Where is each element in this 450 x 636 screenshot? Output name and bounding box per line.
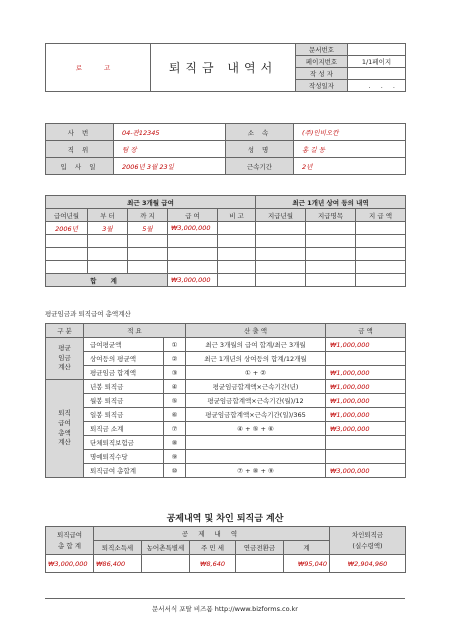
calc-row-label: 월봉 퇴직금 — [84, 394, 164, 408]
label-department: 소 속 — [226, 124, 294, 141]
label-position: 직 위 — [46, 141, 114, 158]
pay-col-pay-item: 지급명목 — [306, 209, 356, 222]
meta-value-author — [348, 68, 406, 80]
table-row — [46, 222, 406, 235]
deduct-value-resident-tax: ₩8,640 — [190, 555, 236, 573]
calc-row-formula — [186, 436, 326, 450]
table-row — [46, 235, 406, 248]
employee-info-table — [45, 123, 406, 175]
pay-col-salary: 급 여 — [168, 209, 218, 222]
meta-label-date: 작성일자 — [296, 80, 348, 92]
calc-table — [45, 323, 406, 478]
meta-value-date: . . . — [348, 80, 406, 92]
meta-value-page: 1/1페이지 — [348, 56, 406, 68]
pay-col-from: 부 터 — [88, 209, 128, 222]
pay-cell-empty — [168, 235, 218, 248]
pay-cell-empty — [218, 222, 256, 235]
calc-col-amount: 금 액 — [326, 324, 406, 338]
calc-row-amount: ₩1,000,000 — [326, 338, 406, 352]
pay-cell-from: 3월 — [88, 222, 128, 235]
pay-cell-salary: ₩3,000,000 — [168, 222, 218, 235]
calc-row-label: 퇴직급여 총합계 — [84, 464, 164, 478]
meta-label-page: 페이지번호 — [296, 56, 348, 68]
calc-row-amount: ₩1,000,000 — [326, 408, 406, 422]
calc-row-label: 상여등의 평균액 — [84, 352, 164, 366]
calc-row-num: ⑧ — [164, 436, 186, 450]
calc-row-num: ① — [164, 338, 186, 352]
table-row — [46, 394, 406, 408]
value-department: (주)인비오칸 — [294, 124, 406, 141]
table-row — [46, 366, 406, 380]
pay-cell-empty — [256, 222, 306, 235]
pay-cell-empty — [256, 261, 306, 274]
header-table — [45, 43, 406, 92]
table-row — [46, 450, 406, 464]
table-row — [46, 436, 406, 450]
pay-history-table — [45, 195, 406, 287]
deduct-col-total: 퇴직급여 총 합 계 — [46, 527, 94, 555]
table-row — [46, 408, 406, 422]
calc-row-amount: ₩1,000,000 — [326, 380, 406, 394]
pay-total-label: 합 계 — [46, 274, 168, 287]
pay-head-bonus: 최근 1개년 상여 등의 내역 — [256, 196, 406, 209]
pay-cell-empty — [356, 261, 406, 274]
pay-cell-empty — [256, 248, 306, 261]
deduct-value-net: ₩2,904,960 — [330, 555, 406, 573]
calc-row-amount: ₩3,000,000 — [326, 464, 406, 478]
calc-row-num: ⑩ — [164, 464, 186, 478]
calc-row-num: ⑨ — [164, 450, 186, 464]
calc-row-label: 평균임금 합계액 — [84, 366, 164, 380]
pay-cell-empty — [168, 261, 218, 274]
pay-cell-empty — [128, 235, 168, 248]
calc-row-amount — [326, 450, 406, 464]
calc-group-avg: 평균 임금 계산 — [46, 338, 84, 380]
pay-cell-empty — [306, 235, 356, 248]
calc-row-formula: ⑦ + ⑧ + ⑨ — [186, 464, 326, 478]
table-row — [46, 338, 406, 352]
calc-group-total: 퇴직 급여 총액 계산 — [46, 380, 84, 478]
calc-row-label: 단체퇴직보험금 — [84, 436, 164, 450]
label-name: 성 명 — [226, 141, 294, 158]
deduction-section-title: 공제내역 및 차인 퇴직금 계산 — [166, 514, 284, 524]
calc-row-label: 명예퇴직수당 — [84, 450, 164, 464]
logo-placeholder: 로 고 — [46, 44, 151, 92]
pay-total-value: ₩3,000,000 — [168, 274, 218, 287]
pay-cell-empty — [356, 235, 406, 248]
calc-row-formula: ④ + ⑤ + ⑥ — [186, 422, 326, 436]
pay-cell-empty — [88, 261, 128, 274]
calc-col-category: 구 분 — [46, 324, 84, 338]
calc-row-amount: ₩3,000,000 — [326, 422, 406, 436]
table-row — [46, 261, 406, 274]
pay-cell-empty — [256, 235, 306, 248]
pay-col-month: 급여년월 — [46, 209, 88, 222]
deduct-value-income-tax: ₩86,400 — [94, 555, 142, 573]
pay-cell-empty — [88, 248, 128, 261]
deduct-value-sum: ₩95,040 — [284, 555, 330, 573]
calc-row-amount — [326, 436, 406, 450]
deduct-col-net: 차인퇴직금 (실수령액) — [330, 527, 406, 555]
pay-cell-empty — [306, 248, 356, 261]
deduction-table — [45, 526, 406, 573]
table-row — [46, 555, 406, 573]
value-hire-date: 2006년 3월 23일 — [114, 158, 226, 175]
meta-value-doc-number — [348, 44, 406, 56]
deduct-col-pension: 연금전환금 — [236, 541, 284, 555]
pay-cell-empty — [128, 248, 168, 261]
value-position: 팀 장 — [114, 141, 226, 158]
calc-row-num: ③ — [164, 366, 186, 380]
deduct-col-sum: 계 — [284, 541, 330, 555]
pay-cell-empty — [356, 274, 406, 287]
calc-row-formula: 최근 1개년의 상여등의 합계/12개월 — [186, 352, 326, 366]
table-row — [46, 422, 406, 436]
deduct-col-rural-tax: 농어촌특별세 — [142, 541, 190, 555]
calc-row-formula: ① + ② — [186, 366, 326, 380]
footer-text: 문서서식 포탈 비즈폼 http://www.bizforms.co.kr — [152, 605, 298, 613]
pay-cell-to: 5월 — [128, 222, 168, 235]
pay-cell-empty — [46, 261, 88, 274]
calc-row-formula: 평균임금합계액×근속기간(일)/365 — [186, 408, 326, 422]
pay-col-to: 까 지 — [128, 209, 168, 222]
calc-row-label: 년봉 퇴직금 — [84, 380, 164, 394]
pay-cell-empty — [46, 248, 88, 261]
table-row — [46, 352, 406, 366]
pay-cell-empty — [168, 248, 218, 261]
deduct-col-group: 공 제 내 역 — [94, 527, 330, 541]
calc-row-formula: 평균임금합계액×근속기간(월)/12 — [186, 394, 326, 408]
footer-divider — [45, 598, 405, 599]
calc-row-amount — [326, 352, 406, 366]
pay-cell-empty — [306, 222, 356, 235]
pay-total-row — [46, 274, 406, 287]
deduct-value-pension — [236, 555, 284, 573]
deduct-col-income-tax: 퇴직소득세 — [94, 541, 142, 555]
calc-row-formula — [186, 450, 326, 464]
label-service-period: 근속기간 — [226, 158, 294, 175]
pay-cell-empty — [356, 248, 406, 261]
calc-row-num: ④ — [164, 380, 186, 394]
meta-label-doc-number: 문서번호 — [296, 44, 348, 56]
pay-cell-empty — [356, 222, 406, 235]
calc-row-label: 퇴직금 소계 — [84, 422, 164, 436]
calc-col-summary: 적 요 — [84, 324, 186, 338]
table-row — [46, 248, 406, 261]
calc-row-formula: 최근 3개월의 급여 합계/최근 3개월 — [186, 338, 326, 352]
calc-row-label: 일봉 퇴직금 — [84, 408, 164, 422]
calc-row-formula: 평균임금합계액×근속기간(년) — [186, 380, 326, 394]
pay-cell-empty — [88, 235, 128, 248]
calc-row-num: ⑤ — [164, 394, 186, 408]
pay-head-3month: 최근 3개월 급여 — [46, 196, 256, 209]
pay-cell-empty — [46, 235, 88, 248]
deduct-value-total: ₩3,000,000 — [46, 555, 94, 573]
pay-col-pay-month: 지급년월 — [256, 209, 306, 222]
pay-cell-empty — [218, 248, 256, 261]
calc-row-label: 급여평균액 — [84, 338, 164, 352]
deduct-col-resident-tax: 주 민 세 — [190, 541, 236, 555]
pay-cell-empty — [306, 274, 356, 287]
calc-section-title: 평균임금과 퇴직급여 총액계산 — [45, 310, 131, 318]
deduct-value-rural-tax — [142, 555, 190, 573]
pay-col-note: 비 고 — [218, 209, 256, 222]
calc-row-num: ⑦ — [164, 422, 186, 436]
table-row — [46, 464, 406, 478]
calc-row-num: ⑥ — [164, 408, 186, 422]
pay-cell-month: 2006년 — [46, 222, 88, 235]
label-employee-id: 사 번 — [46, 124, 114, 141]
pay-cell-empty — [256, 274, 306, 287]
meta-label-author: 작 성 자 — [296, 68, 348, 80]
pay-cell-empty — [218, 274, 256, 287]
calc-row-amount: ₩1,000,000 — [326, 394, 406, 408]
pay-col-pay-amount: 지 급 액 — [356, 209, 406, 222]
pay-cell-empty — [218, 261, 256, 274]
value-name: 홍 길 동 — [294, 141, 406, 158]
value-employee-id: 04-관12345 — [114, 124, 226, 141]
calc-row-num: ② — [164, 352, 186, 366]
pay-cell-empty — [128, 261, 168, 274]
document-title: 퇴직금 내역서 — [151, 44, 296, 92]
value-service-period: 2년 — [294, 158, 406, 175]
label-hire-date: 입 사 일 — [46, 158, 114, 175]
pay-cell-empty — [306, 261, 356, 274]
table-row — [46, 380, 406, 394]
calc-col-formula: 산 출 액 — [186, 324, 326, 338]
calc-row-amount: ₩1,000,000 — [326, 366, 406, 380]
pay-cell-empty — [218, 235, 256, 248]
